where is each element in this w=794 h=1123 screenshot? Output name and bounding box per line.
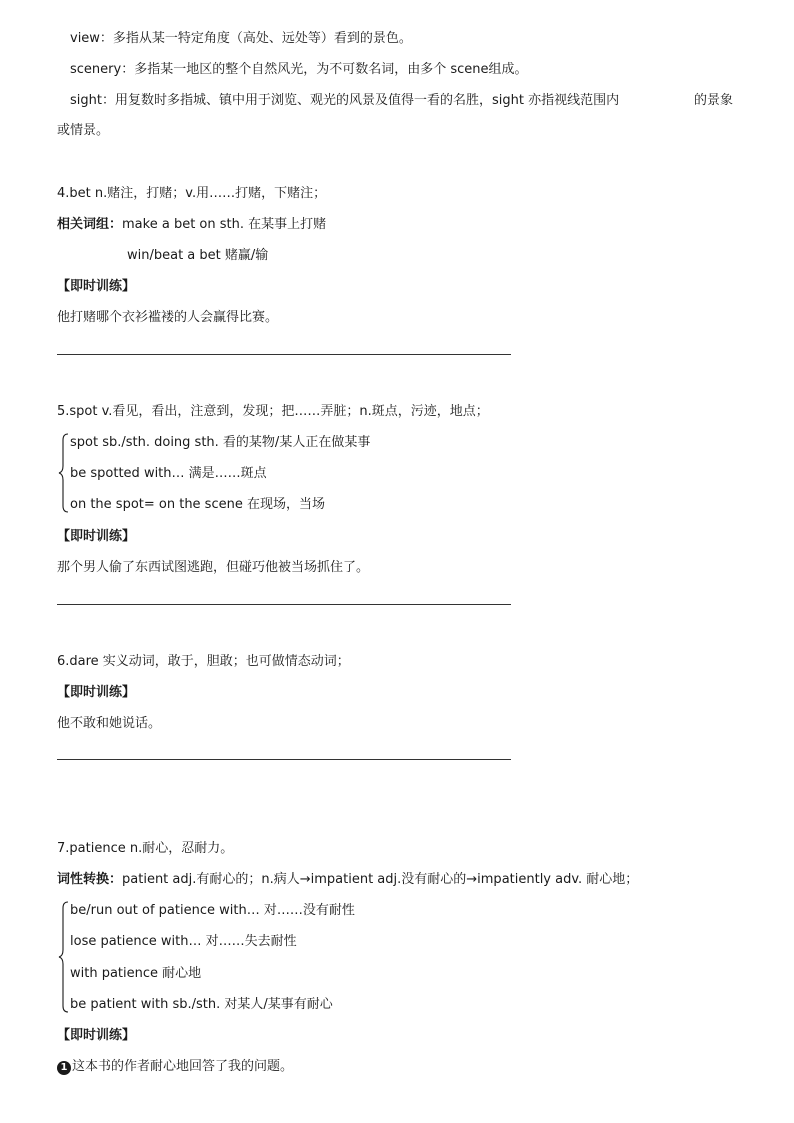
s7-question: 这本书的作者耐心地回答了我的问题。 <box>72 1059 294 1074</box>
note-scenery: scenery：多指某一地区的整个自然风光，为不可数名词，由多个 scene组成。 <box>70 62 528 77</box>
section-7-heading: 7.patience n.耐心，忍耐力。 <box>57 841 234 856</box>
s4-question: 他打赌哪个衣衫褴褛的人会赢得比赛。 <box>57 310 279 325</box>
s5-answer-line <box>57 604 511 605</box>
s7-brace-icon <box>57 900 71 1014</box>
note-sight-cont: 或情景。 <box>57 123 110 138</box>
s7-question-row <box>57 1058 293 1076</box>
section-4-heading: 4.bet n.赌注，打赌；v.用……打赌，下赌注； <box>57 186 327 201</box>
s4-phrases-label: 相关词组： <box>57 217 123 232</box>
section-6-heading: 6.dare 实义动词，敢于，胆敢；也可做情态动词； <box>57 654 350 669</box>
s4-phrase-1: make a bet on sth. 在某事上打赌 <box>122 217 327 232</box>
s4-answer-line <box>57 354 511 355</box>
s5-brace-icon <box>57 432 71 514</box>
s5-drill-label: 【即时训练】 <box>57 529 136 544</box>
s6-answer-line <box>57 759 511 760</box>
s7-conversion-row <box>57 871 638 889</box>
note-view: view：多指从某一特定角度（高处、远处等）看到的景色。 <box>70 31 412 46</box>
s7-item-1: be/run out of patience with… 对……没有耐性 <box>70 903 355 918</box>
s6-drill-label: 【即时训练】 <box>57 685 136 700</box>
s7-item-3: with patience 耐心地 <box>70 966 202 981</box>
s6-question: 他不敢和她说话。 <box>57 716 162 731</box>
s5-item-1: spot sb./sth. doing sth. 看的某物/某人正在做某事 <box>70 435 371 450</box>
section-5-heading: 5.spot v.看见，看出，注意到，发现；把……弄脏；n.斑点，污迹，地点； <box>57 404 489 419</box>
s7-item-4: be patient with sb./sth. 对某人/某事有耐心 <box>70 997 333 1012</box>
question-number-1: 1 <box>57 1061 71 1075</box>
note-sight-tail: 的景象 <box>694 93 734 108</box>
s7-drill-label: 【即时训练】 <box>57 1028 136 1043</box>
s4-phrase-2: win/beat a bet 赌赢/输 <box>127 248 269 263</box>
s7-conversion-label: 词性转换： <box>57 872 123 887</box>
s7-conversion: patient adj.有耐心的；n.病人→impatient adj.没有耐心的→impatiently adv. 耐心地； <box>122 872 639 887</box>
s4-phrases-row <box>57 216 326 234</box>
s7-item-2: lose patience with… 对……失去耐性 <box>70 934 297 949</box>
s5-item-2: be spotted with… 满是……斑点 <box>70 466 267 481</box>
note-sight: sight：用复数时多指城、镇中用于浏览、观光的风景及值得一看的名胜，sight 亦指视线范围内 <box>70 93 620 108</box>
s5-question: 那个男人偷了东西试图逃跑，但碰巧他被当场抓住了。 <box>57 560 370 575</box>
s5-item-3: on the spot= on the scene 在现场，当场 <box>70 497 325 512</box>
s4-drill-label: 【即时训练】 <box>57 279 136 294</box>
